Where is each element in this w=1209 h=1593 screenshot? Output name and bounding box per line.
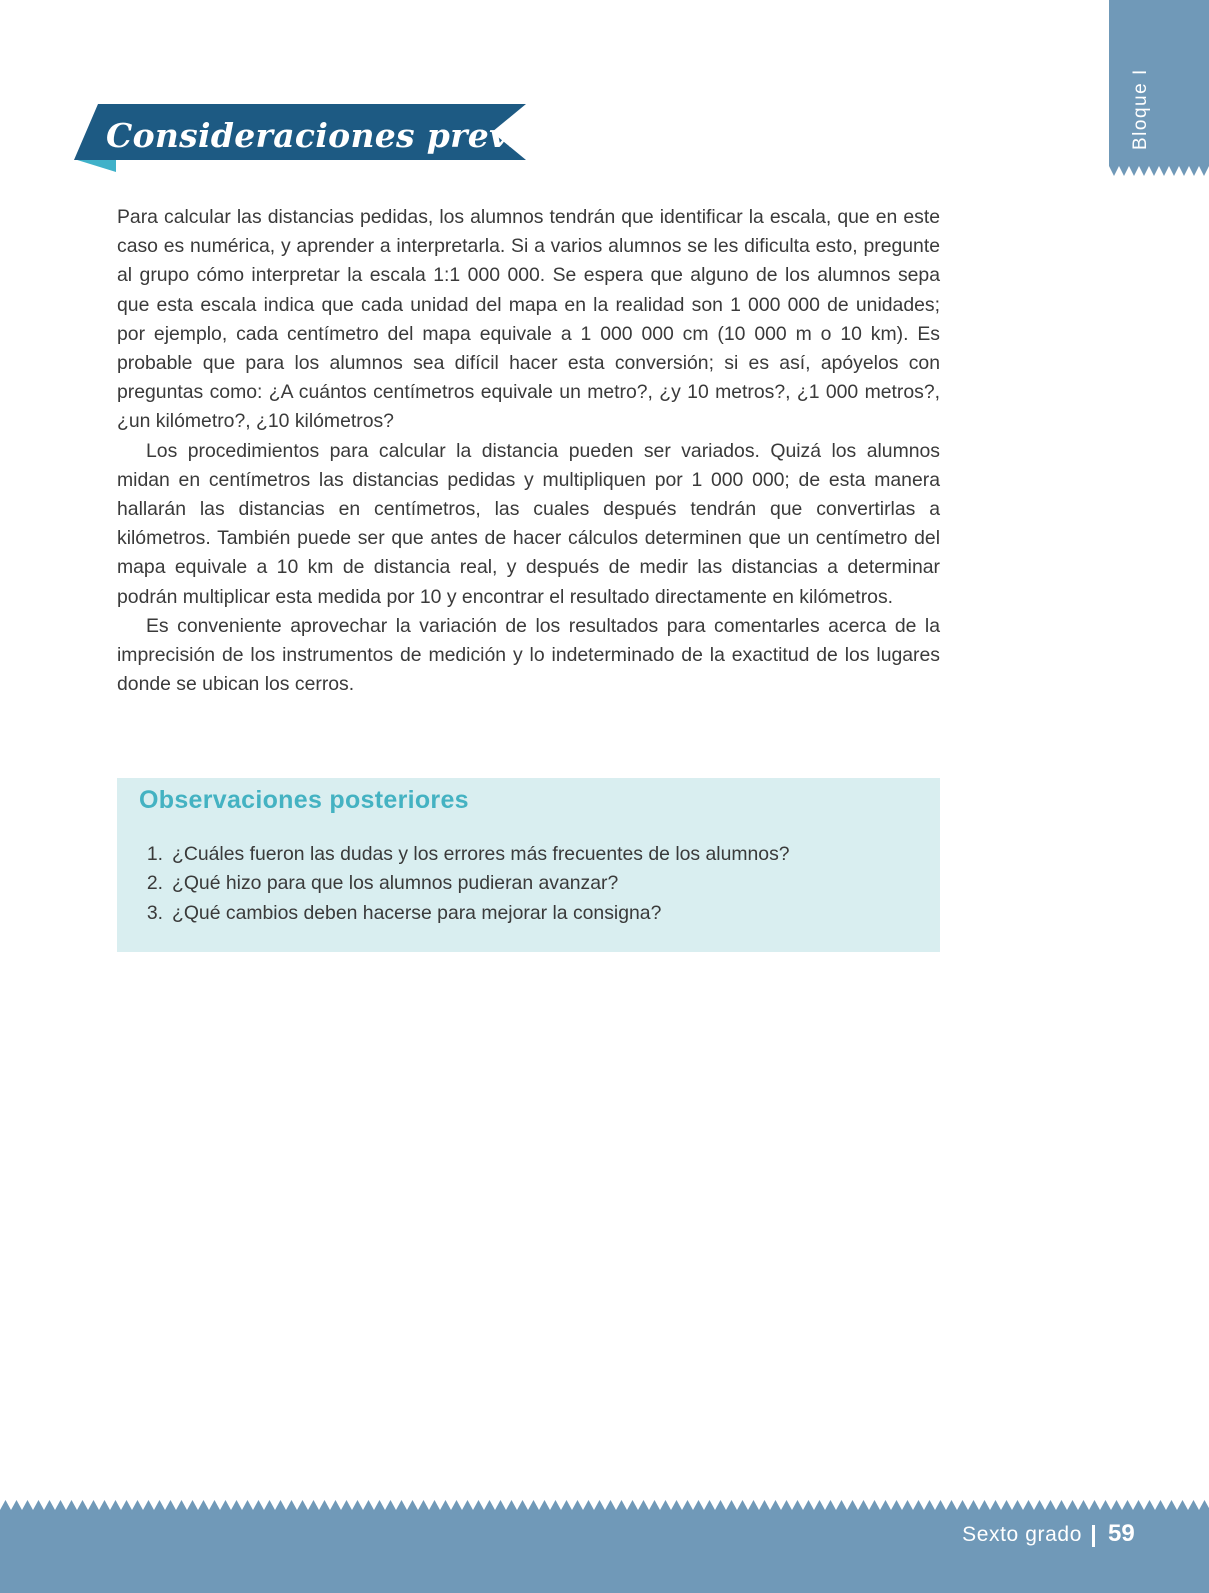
section-banner	[74, 104, 562, 174]
observations-list	[139, 840, 790, 928]
body-paragraph-2: Los procedimientos para calcular la distancia pueden ser variados. Quizá los alumnos midan en centímetros las distancias pedidas y multipliquen por 1 000 000; de esta manera hallarán las distancias en centímetros, las cuales después tendrán que convertirlas a kilómetros. También puede ser que antes de hacer cálculos determinen que un centímetro del mapa equivale a 10 km de distancia real, y después de medir las distancias a determinar podrán multiplicar esta medida por 10 y encontrar el resultado directamente en kilómetros.	[117, 439, 940, 608]
list-item-number: 2.	[146, 872, 163, 895]
list-item	[139, 899, 790, 928]
footer-grade: Sexto grado	[962, 1523, 1082, 1546]
list-item-number: 1.	[146, 843, 163, 865]
list-item	[139, 840, 790, 869]
footer-separator	[1092, 1525, 1095, 1547]
list-item-number: 3.	[146, 901, 163, 924]
list-item-text: ¿Qué cambios deben hacerse para mejorar la consigna?	[172, 901, 662, 924]
observations-box	[117, 778, 940, 952]
block-tab-shape	[1109, 0, 1209, 176]
body-paragraph-1: Para calcular las distancias pedidas, los alumnos tendrán que identificar la escala, que en este caso es numérica, y aprender a interpretarla. Si a varios alumnos se les dificulta esto, pregunte al grupo cómo interpretar la escala 1:1 000 000. Se espera que alguno de los alumnos sepa que esta escala indica que cada unidad del mapa en la realidad son 1 000 000 de unidades; por ejemplo, cada centímetro del mapa equivale a 1 000 000 cm (10 000 m o 10 km). Es probable que para los alumnos sea difícil hacer esta conversión; si es así, apóyelos con preguntas como: ¿A cuántos centímetros equivale un metro?, ¿y 10 metros?, ¿1 000 metros?, ¿un kilómetro?, ¿10 kilómetros?	[117, 206, 940, 433]
block-tab	[1109, 0, 1209, 176]
body-paragraph-3: Es conveniente aprovechar la variación de los resultados para comentarles acerca de la imprecisión de los instrumentos de medición y lo indeterminado de la exactitud de los lugares donde se ubican los cerros.	[117, 614, 940, 696]
body-text	[117, 203, 940, 699]
list-item	[139, 869, 790, 898]
page-number: 59	[1108, 1520, 1135, 1547]
list-item-text: ¿Cuáles fueron las dudas y los errores más frecuentes de los alumnos?	[172, 843, 790, 865]
list-item-text: ¿Qué hizo para que los alumnos pudieran avanzar?	[172, 872, 619, 895]
section-title: Consideraciones previas	[106, 116, 562, 155]
observations-title: Observaciones posteriores	[139, 786, 469, 814]
block-tab-label: Bloque I	[1130, 68, 1151, 150]
